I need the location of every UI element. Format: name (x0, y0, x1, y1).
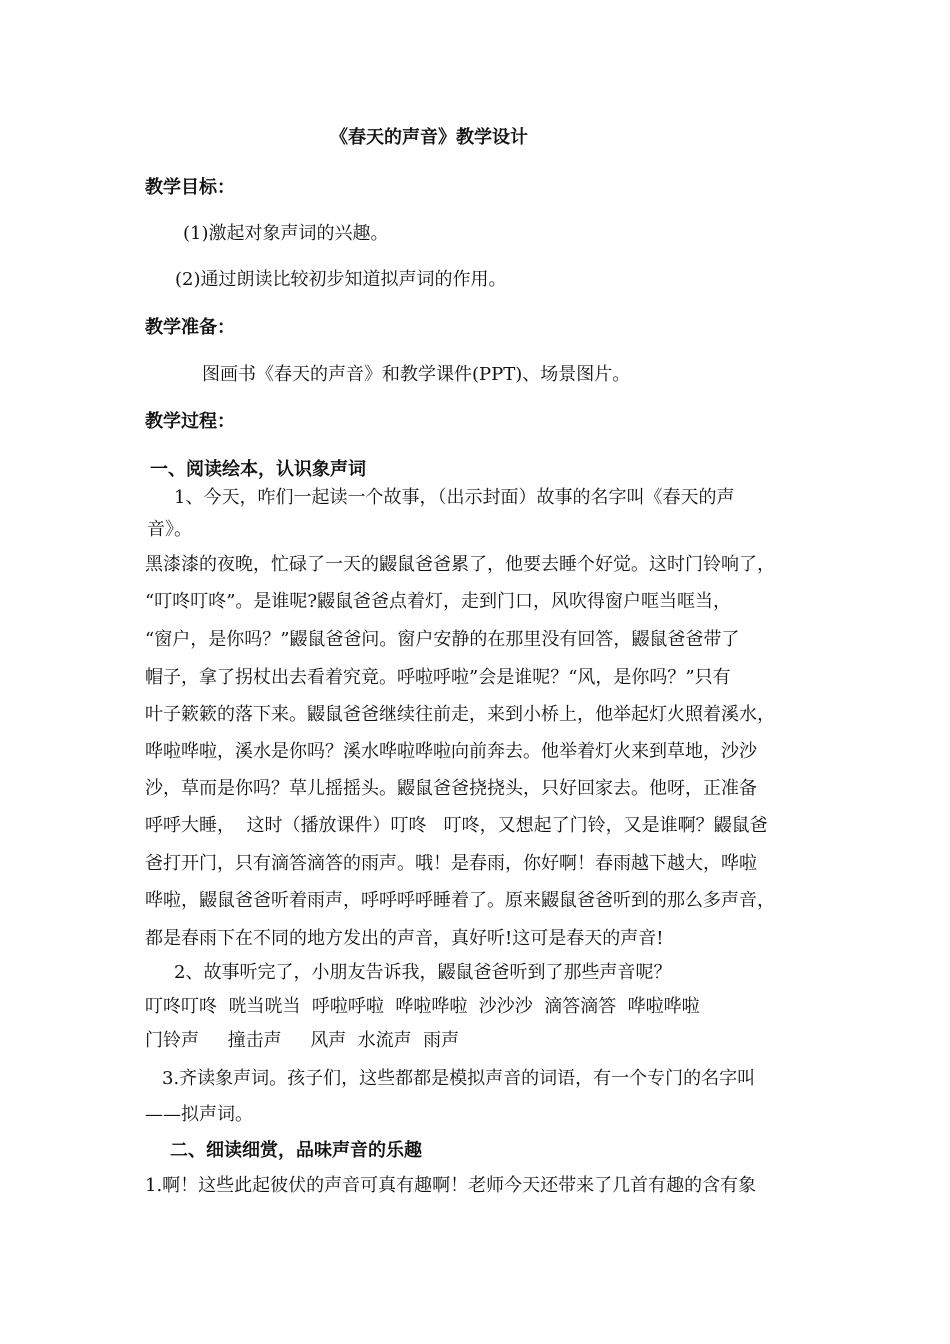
step-3-line-b: ——拟声词。 (145, 1104, 253, 1125)
story-line: 都是春雨下在不同的地方发出的声音，真好听!这可是春天的声音! (145, 928, 664, 949)
story-line: 爸打开门，只有滴答滴答的雨声。哦！是春雨，你好啊！春雨越下越大，哗啦 (145, 853, 757, 874)
section-2-heading: 二、细读细赏，品味声音的乐趣 (170, 1140, 422, 1161)
step-3-line-a: 3.齐读象声词。孩子们，这些都都是模拟声音的词语，有一个专门的名字叫 (162, 1068, 756, 1089)
section-2-step-1: 1.啊！这些此起彼伏的声音可真有趣啊！老师今天还带来了几首有趣的含有象 (145, 1175, 757, 1196)
step-1-line-b: 音》。 (147, 519, 192, 540)
story-line: “窗户，是你吗？”鼹鼠爸爸问。窗户安静的在那里没有回答，鼹鼠爸爸带了 (145, 629, 740, 650)
section-1-heading: 一、阅读绘本，认识象声词 (150, 459, 366, 480)
objective-1: (1)激起对象声词的兴趣。 (183, 223, 389, 244)
story-line: 沙，草而是你吗？草儿摇摇头。鼹鼠爸爸挠挠头，只好回家去。他呀，正准备 (145, 778, 757, 799)
preparation-heading: 教学准备： (145, 317, 235, 338)
story-line: 叶子簌簌的落下来。鼹鼠爸爸继续往前走，来到小桥上，他举起灯火照着溪水， (145, 704, 775, 725)
step-1-line-a: 1、今天，咋们一起读一个故事，（出示封面）故事的名字叫《春天的声 (174, 487, 735, 508)
story-line: 哗啦哗啦，溪水是你吗？溪水哗啦哗啦向前奔去。他举着灯火来到草地，沙沙 (145, 741, 757, 762)
objective-2: (2)通过朗读比较初步知道拟声词的作用。 (175, 269, 507, 290)
preparation-text: 图画书《春天的声音》和教学课件(PPT)、场景图片。 (202, 364, 631, 385)
story-line: “叮咚叮咚”。是谁呢?鼹鼠爸爸点着灯，走到门口，风吹得窗户哐当哐当， (145, 591, 732, 612)
document-title: 《春天的声音》教学设计 (330, 127, 528, 148)
story-line: 黑漆漆的夜晚，忙碌了一天的鼹鼠爸爸累了，他要去睡个好觉。这时门铃响了， (145, 554, 775, 575)
sound-words: 叮咚叮咚 咣当咣当 呼啦呼啦 哗啦哗啦 沙沙沙 滴答滴答 哗啦哗啦 (145, 996, 700, 1017)
objectives-heading: 教学目标： (145, 177, 235, 198)
story-line: 帽子，拿了拐杖出去看着究竟。呼啦呼啦”会是谁呢？“风，是你吗？”只有 (145, 667, 731, 688)
process-heading: 教学过程： (145, 411, 235, 432)
step-2: 2、故事听完了，小朋友告诉我，鼹鼠爸爸听到了那些声音呢？ (174, 962, 672, 983)
sound-types: 门铃声 撞击声 风声 水流声 雨声 (145, 1030, 460, 1051)
story-line: 哗啦，鼹鼠爸爸听着雨声，呼呼呼呼睡着了。原来鼹鼠爸爸听到的那么多声音， (145, 890, 775, 911)
story-line: 呼呼大睡， 这时（播放课件）叮咚 叮咚，又想起了门铃，又是谁啊？鼹鼠爸 (145, 815, 768, 836)
